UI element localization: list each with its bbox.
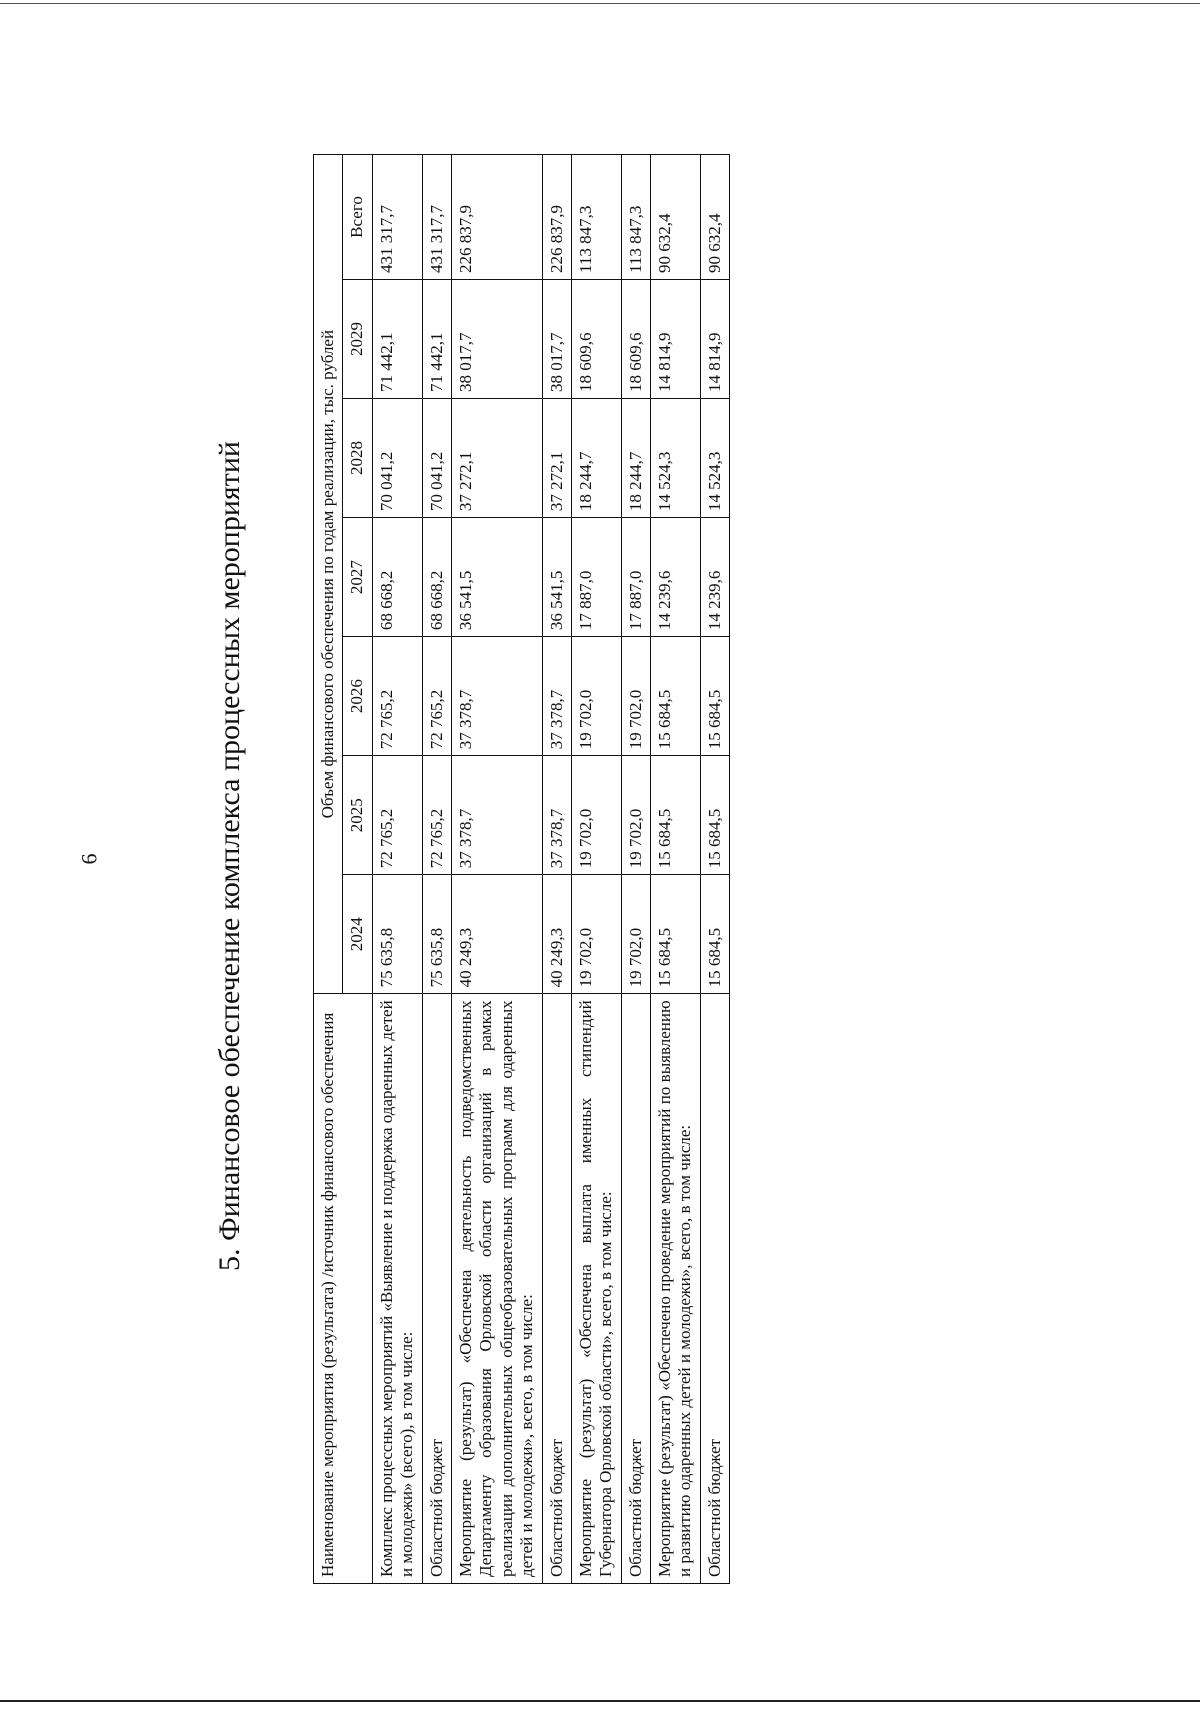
row-value: 19 702,0 <box>571 875 621 994</box>
row-value: 15 684,5 <box>651 756 701 875</box>
row-value: 19 702,0 <box>621 875 650 994</box>
row-value: 38 017,7 <box>451 279 542 398</box>
row-value: 19 702,0 <box>621 756 650 875</box>
row-value: 37 378,7 <box>451 637 542 756</box>
row-value: 36 541,5 <box>542 518 571 637</box>
row-value: 72 765,2 <box>422 637 451 756</box>
header-volume-cell: Объем финансового обеспечения по годам реализации, тыс. рублей <box>314 155 343 994</box>
table-header-row <box>314 155 343 1584</box>
row-value: 36 541,5 <box>451 518 542 637</box>
row-value: 14 814,9 <box>700 279 729 398</box>
rotated-content <box>185 56 1035 1656</box>
row-name: Областной бюджет <box>422 994 451 1584</box>
row-value: 18 244,7 <box>571 399 621 518</box>
total-header: Всего <box>343 155 372 280</box>
row-name: Областной бюджет <box>700 994 729 1584</box>
row-value: 40 249,3 <box>451 875 542 994</box>
scan-bottom-edge <box>0 1700 1200 1702</box>
table-row <box>372 155 422 1584</box>
row-value: 75 635,8 <box>372 875 422 994</box>
row-total: 90 632,4 <box>651 155 701 280</box>
row-value: 70 041,2 <box>372 399 422 518</box>
row-value: 15 684,5 <box>651 875 701 994</box>
row-value: 68 668,2 <box>422 518 451 637</box>
row-total: 431 317,7 <box>372 155 422 280</box>
row-name: Комплекс процессных мероприятий «Выявление и поддержка одаренных детей и молодежи» (всего), в том числе: <box>372 994 422 1584</box>
row-value: 71 442,1 <box>422 279 451 398</box>
row-value: 40 249,3 <box>542 875 571 994</box>
row-value: 15 684,5 <box>700 875 729 994</box>
row-value: 75 635,8 <box>422 875 451 994</box>
row-total: 226 837,9 <box>542 155 571 280</box>
row-value: 15 684,5 <box>700 756 729 875</box>
row-total: 113 847,3 <box>621 155 650 280</box>
row-value: 37 378,7 <box>542 756 571 875</box>
row-value: 37 378,7 <box>451 756 542 875</box>
row-value: 37 378,7 <box>542 637 571 756</box>
table-row <box>700 155 729 1584</box>
table-row <box>422 155 451 1584</box>
table-row <box>542 155 571 1584</box>
row-value: 72 765,2 <box>372 637 422 756</box>
row-value: 17 887,0 <box>571 518 621 637</box>
row-value: 70 041,2 <box>422 399 451 518</box>
row-name: Областной бюджет <box>621 994 650 1584</box>
row-value: 18 609,6 <box>621 279 650 398</box>
row-value: 14 239,6 <box>700 518 729 637</box>
row-value: 71 442,1 <box>372 279 422 398</box>
row-value: 72 765,2 <box>372 756 422 875</box>
financing-table-wrapper <box>313 154 730 1584</box>
row-name: Мероприятие (результат) «Обеспечена выплата именных стипендий Губернатора Орловской области», всего, в том числе: <box>571 994 621 1584</box>
row-value: 15 684,5 <box>651 637 701 756</box>
row-value: 18 244,7 <box>621 399 650 518</box>
row-total: 90 632,4 <box>700 155 729 280</box>
row-value: 19 702,0 <box>621 637 650 756</box>
row-value: 17 887,0 <box>621 518 650 637</box>
row-name: Мероприятие (результат) «Обеспечено проведение мероприятий по выявлению и развитию одаренных детей и молодежи», всего, в том числе: <box>651 994 701 1584</box>
row-value: 68 668,2 <box>372 518 422 637</box>
row-value: 18 609,6 <box>571 279 621 398</box>
row-value: 19 702,0 <box>571 756 621 875</box>
table-row <box>651 155 701 1584</box>
section-title: 5. Финансовое обеспечение комплекса процессных мероприятий <box>213 441 246 1271</box>
row-total: 113 847,3 <box>571 155 621 280</box>
row-value: 14 524,3 <box>700 399 729 518</box>
row-value: 19 702,0 <box>571 637 621 756</box>
row-value: 37 272,1 <box>542 399 571 518</box>
scan-top-edge <box>0 3 1200 4</box>
row-name: Мероприятие (результат) «Обеспечена деятельность подведомственных Департаменту образования Орловской области организаций в рамках реализации дополнительных общеобразовательных программ для одаренных детей и молодежи», всего, в том числе: <box>451 994 542 1584</box>
row-total: 431 317,7 <box>422 155 451 280</box>
row-value: 14 814,9 <box>651 279 701 398</box>
row-total: 226 837,9 <box>451 155 542 280</box>
row-value: 15 684,5 <box>700 637 729 756</box>
table-row <box>451 155 542 1584</box>
header-name-cell: Наименование мероприятия (результата) /источник финансового обеспечения <box>314 994 373 1584</box>
row-value: 72 765,2 <box>422 756 451 875</box>
row-value: 14 239,6 <box>651 518 701 637</box>
year-header: 2029 <box>343 279 372 398</box>
row-value: 37 272,1 <box>451 399 542 518</box>
year-header: 2028 <box>343 399 372 518</box>
table-row <box>621 155 650 1584</box>
table-row <box>571 155 621 1584</box>
page-number: 6 <box>76 853 102 865</box>
year-header: 2025 <box>343 756 372 875</box>
year-header: 2026 <box>343 637 372 756</box>
row-value: 14 524,3 <box>651 399 701 518</box>
row-name: Областной бюджет <box>542 994 571 1584</box>
row-value: 38 017,7 <box>542 279 571 398</box>
year-header: 2027 <box>343 518 372 637</box>
year-header: 2024 <box>343 875 372 994</box>
financing-table <box>313 154 730 1584</box>
